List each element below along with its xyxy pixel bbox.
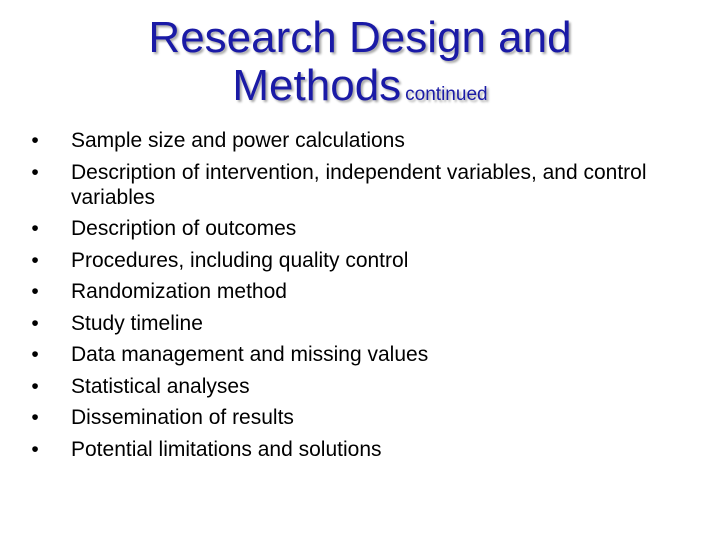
bullet-item [24,405,704,430]
bullet-text: Data management and missing values [71,343,429,366]
bullet-text: Description of intervention, independent variables, and control variables [71,160,647,209]
bullet-marker: • [31,343,39,366]
bullet-marker: • [31,160,39,184]
bullet-marker: • [31,437,39,461]
bullet-item [24,248,704,273]
slide-title [60,14,660,119]
bullet-marker: • [31,217,39,240]
bullet-marker: • [31,374,39,398]
title-suffix: continued [405,84,488,105]
title-line-2 [60,62,660,119]
bullet-item [24,128,704,153]
bullet-text: Statistical analyses [71,374,250,398]
bullet-text: Potential limitations and solutions [71,437,382,461]
bullet-item [24,437,704,462]
bullet-text: Dissemination of results [71,406,294,429]
bullet-item [24,279,704,304]
bullet-item [24,160,704,210]
bullet-item [24,216,704,241]
bullet-marker: • [31,280,39,303]
bullet-marker: • [31,406,39,429]
bullet-marker: • [31,311,39,335]
bullet-text: Randomization method [71,280,287,303]
bullet-text: Description of outcomes [71,217,297,240]
bullet-item [24,311,704,336]
bullet-item [24,342,704,367]
bullet-item [24,374,704,399]
bullet-text: Sample size and power calculations [71,129,405,152]
title-main-word: Methods [232,61,402,110]
bullet-marker: • [31,248,39,272]
bullet-list [24,128,704,468]
bullet-text: Study timeline [71,311,203,335]
bullet-text: Procedures, including quality control [71,248,409,272]
bullet-marker: • [31,129,39,152]
title-line-1: Research Design and [148,13,572,62]
